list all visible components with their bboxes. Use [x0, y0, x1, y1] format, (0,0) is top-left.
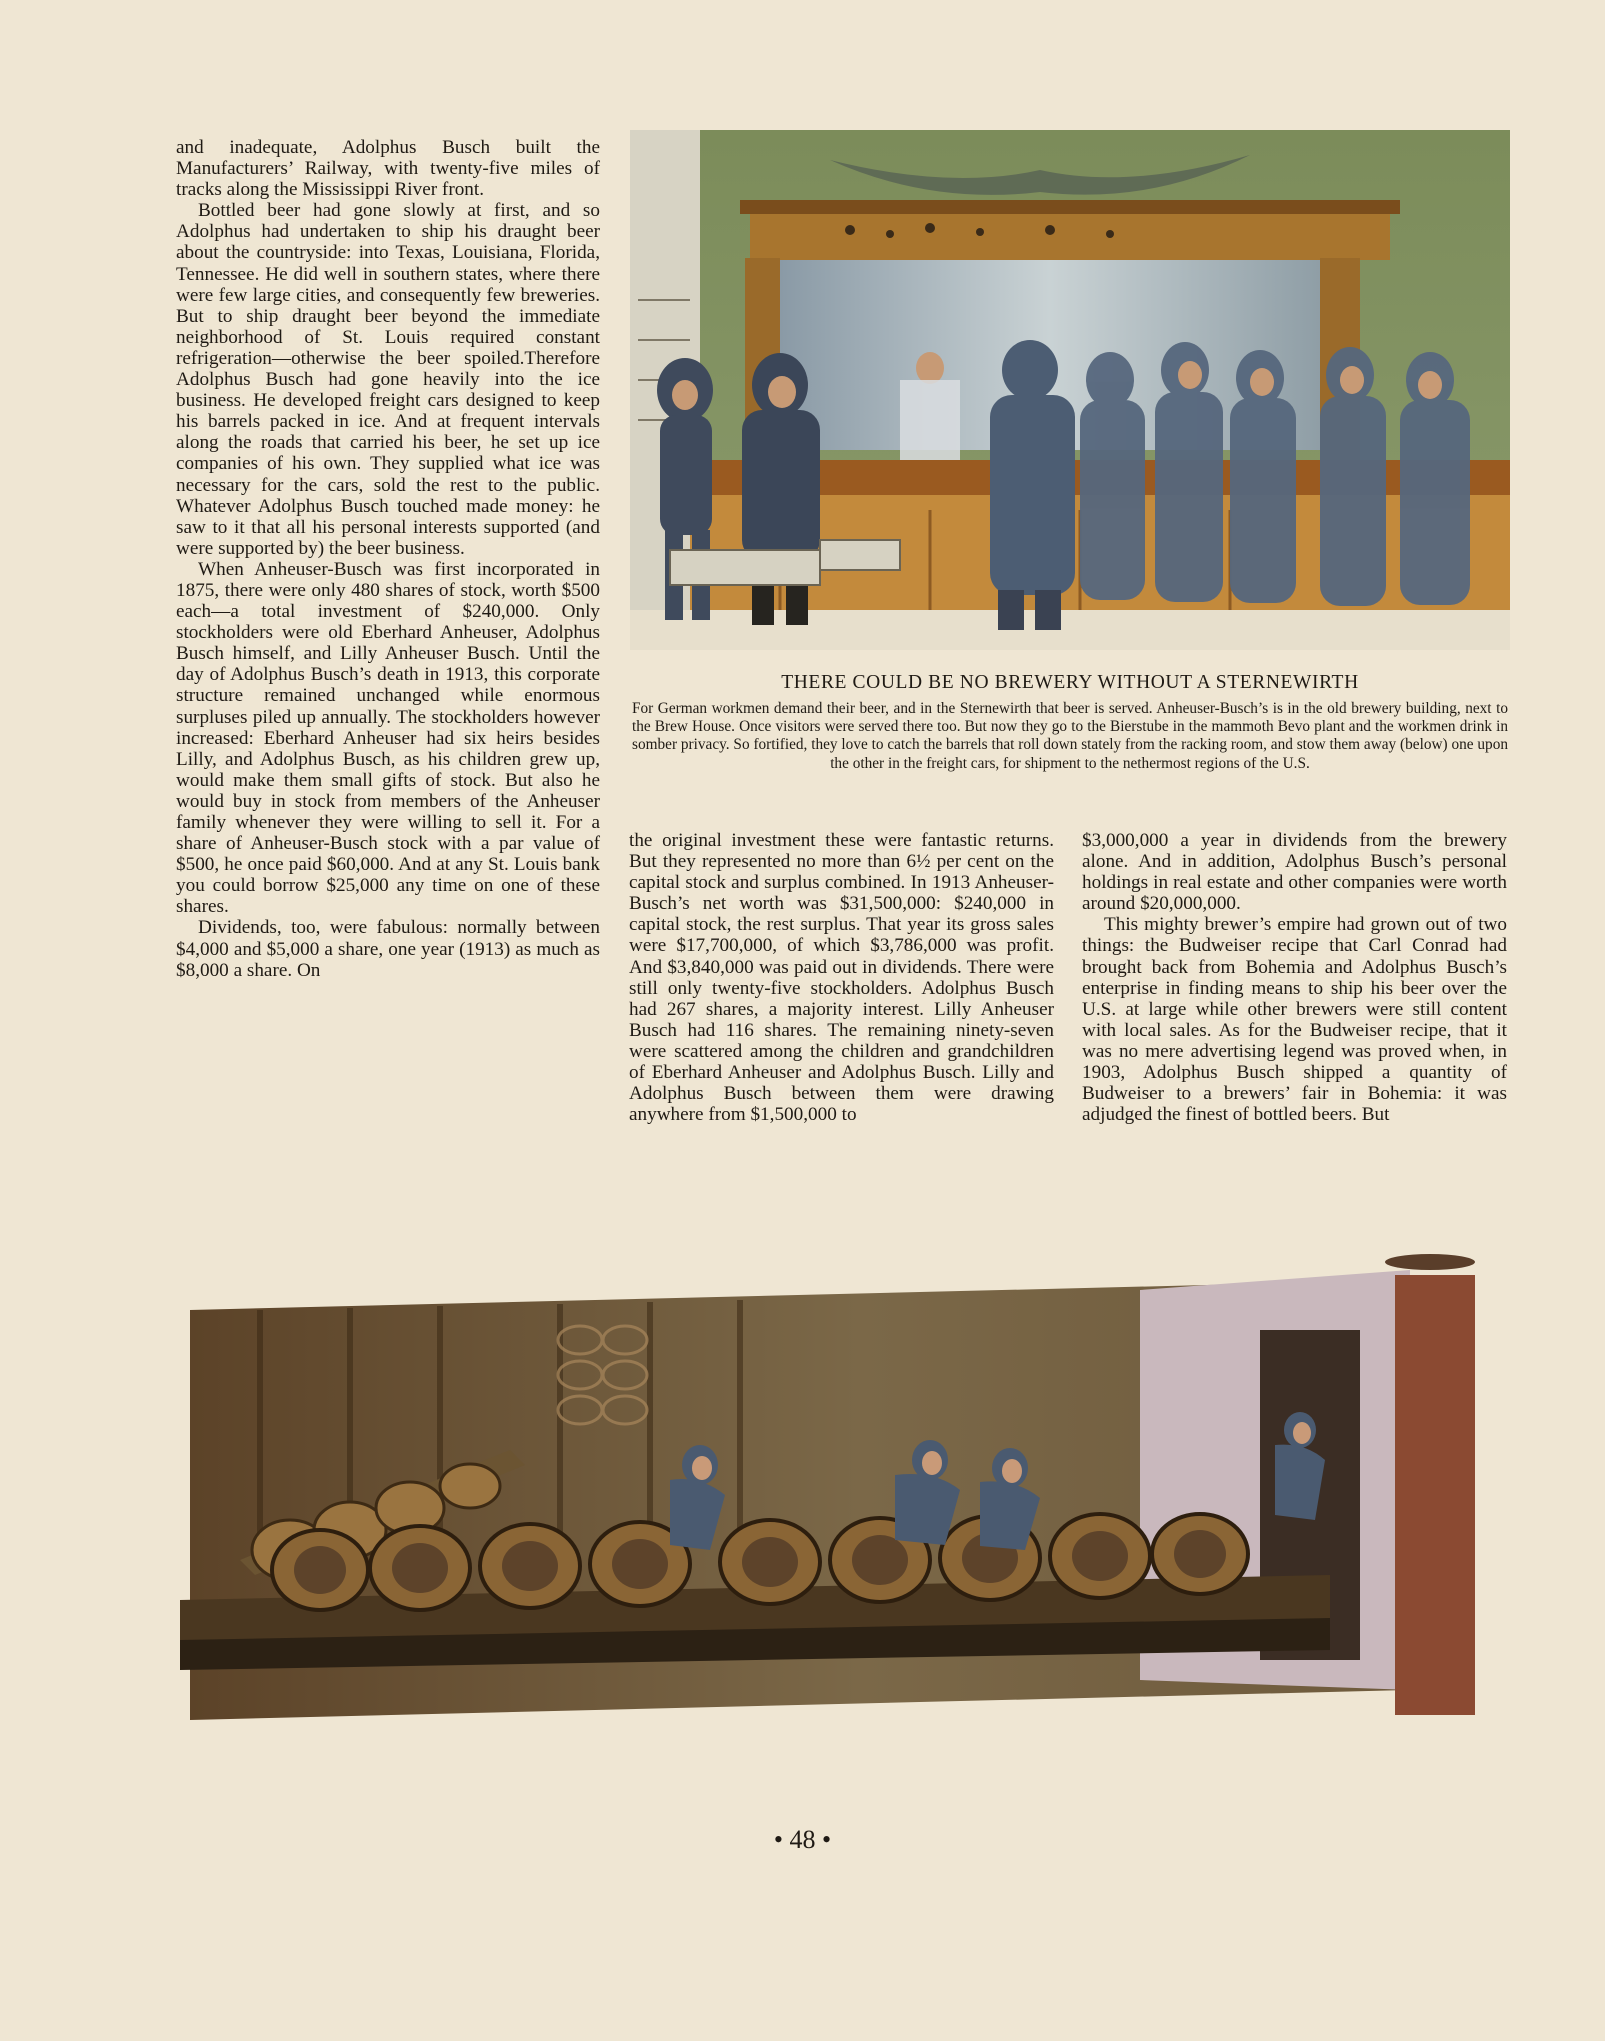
- paragraph: $3,000,000 a year in dividends from the brewery alone. And in addition, Adolphus Busch’s personal holdings in real estate and other companies were worth around $20,000,000.: [1082, 830, 1507, 915]
- paragraph: the original investment these were fantastic returns. But they represented no more than 6½ per cent on the capital stock and surplus combined. In 1913 Anheuser-Busch’s net worth was $31,500,000: $240,000 in capital stock, the rest surplus. That year its gross sales were $17,700,000, of which $3,786,000 was profit. And $3,840,000 was paid out in dividends. There were still only twenty-five stockholders. Adolphus Busch had 267 shares, a majority interest. Lilly Anheuser Busch had 116 shares. The remaining ninety-seven were scattered among the children and grandchildren of Eberhard Anheuser and Adolphus Busch. Lilly and Adolphus Busch between them were drawing anywhere from $1,500,000 to: [629, 830, 1054, 1126]
- text-column-left: [176, 137, 600, 981]
- paragraph: This mighty brewer’s empire had grown out of two things: the Budweiser recipe that Carl Conrad had brought back from Bohemia and Adolphus Busch’s enterprise in finding means to ship his beer over the U.S. at large while other brewers were still content with local sales. As for the Budweiser recipe, that it was no mere advertising legend was proved when, in 1903, Adolphus Busch shipped a quantity of Budweiser to a brewers’ fair in Bohemia: it was adjudged the finest of bottled beers. But: [1082, 914, 1507, 1126]
- paragraph: Dividends, too, were fabulous: normally between $4,000 and $5,000 a share, one year (1913) as much as $8,000 a share. On: [176, 917, 600, 981]
- illustration-caption: [632, 672, 1508, 773]
- paragraph: Bottled beer had gone slowly at first, and so Adolphus had undertaken to ship his draught beer about the countryside: into Texas, Louisiana, Florida, Tennessee. He did well in southern states, where there were few large cities, and consequently few breweries. But to ship draught beer beyond the immediate neighborhood of St. Louis required constant refrigeration—otherwise the beer spoiled.Therefore Adolphus Busch had gone heavily into the ice business. He developed freight cars designed to keep his barrels packed in ice. And at frequent intervals along the roads that carried his beer, he set up ice companies of his own. They supplied what ice was necessary for the cars, sold the rest to the public. Whatever Adolphus Busch touched made money: he saw to it that all his personal interests supported (and were supported by) the beer business.: [176, 200, 600, 559]
- page-number: • 48 •: [773, 1825, 832, 1854]
- paragraph: and inadequate, Adolphus Busch built the Manufacturers’ Railway, with twenty-five miles of tracks along the Mississippi River front.: [176, 137, 600, 201]
- caption-title: THERE COULD BE NO BREWERY WITHOUT A STERNEWIRTH: [781, 672, 1359, 693]
- sternewirth-illustration: [630, 130, 1510, 650]
- text-column-middle: [629, 830, 1054, 1125]
- paragraph: When Anheuser-Busch was first incorporated in 1875, there were only 480 shares of stock, worth $500 each—a total investment of $240,000. Only stockholders were old Eberhard Anheuser, Adolphus Busch himself, and Lilly Anheuser Busch. Until the day of Adolphus Busch’s death in 1913, this corporate structure remained unchanged while enormous surpluses piled up annually. The stockholders however increased: Eberhard Anheuser had six heirs besides Lilly, and Adolphus Busch, as his children grew up, would make them small gifts of stock. But also he would buy in stock from members of the Anheuser family whenever they were willing to sell it. For a share of Anheuser-Busch stock with a par value of $500, he once paid $60,000. And at any St. Louis bank you could borrow $25,000 any time on one of these shares.: [176, 558, 600, 918]
- caption-body: For German workmen demand their beer, and in the Sternewirth that beer is served. Anheuser-Busch’s is in the old brewery building, next to the Brew House. Once visitors were served there too. But now they go to the Bierstube in the mammoth Bevo plant and the workmen drink in somber privacy. So fortified, they love to catch the barrels that roll down stately from the racking room, and stow them away (below) one upon the other in the freight cars, for shipment to the nethermost regions of the U.S.: [632, 700, 1508, 772]
- text-column-right: [1082, 830, 1507, 1125]
- barrels-illustration: [180, 1250, 1510, 1770]
